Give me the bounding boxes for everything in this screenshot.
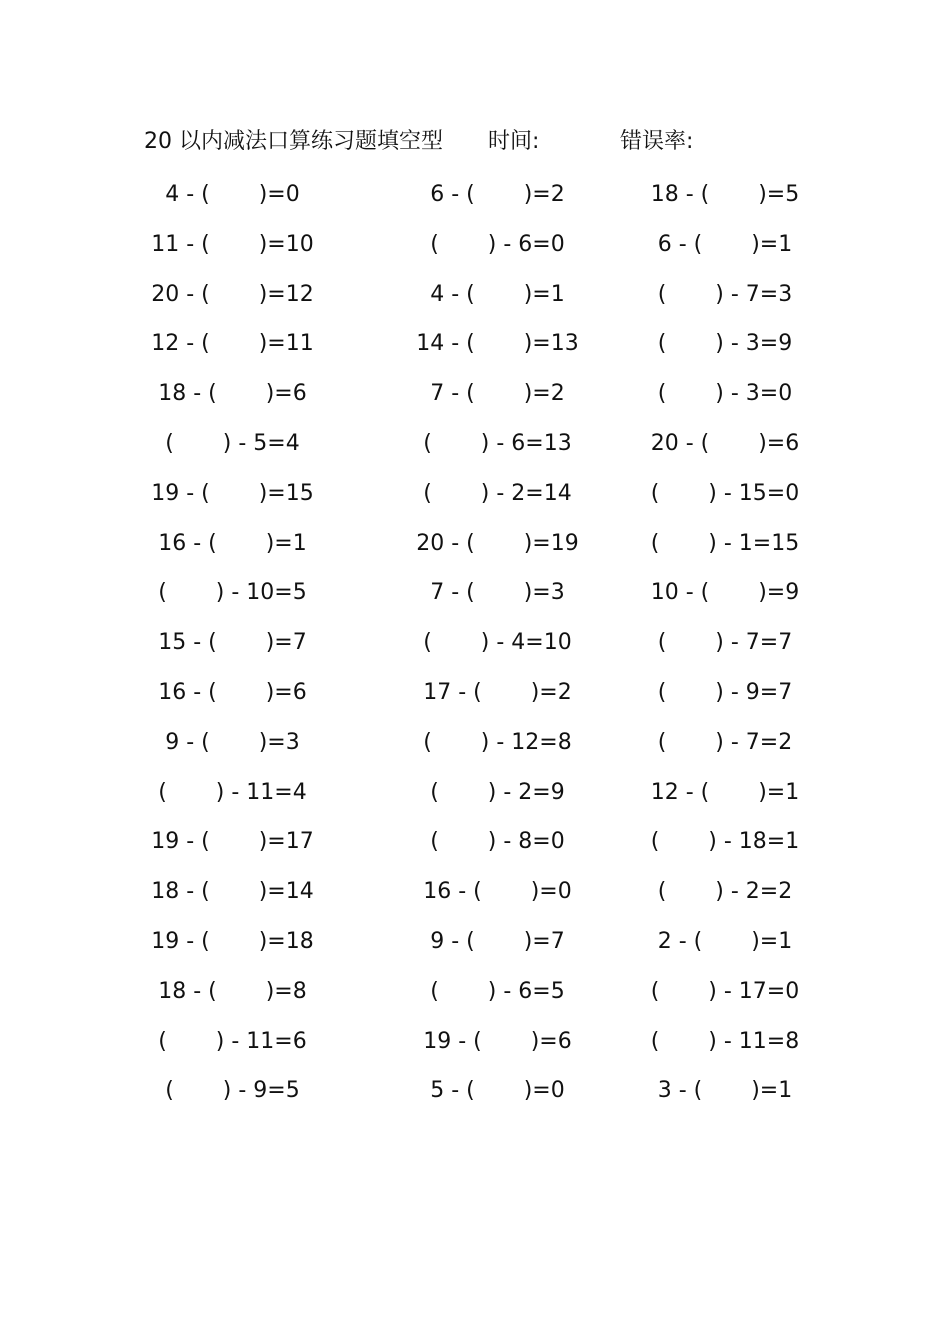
problem-cell: 12 - ( )=1 (650, 779, 800, 805)
problem-cell: ( ) - 11=4 (158, 779, 307, 805)
problem-cell: ( ) - 4=10 (423, 630, 572, 656)
problem-cell: ( ) - 7=7 (657, 630, 793, 656)
problem-cell: ( ) - 5=4 (165, 430, 300, 456)
problem-cell: ( ) - 7=3 (657, 281, 793, 307)
problem-cell: 12 - ( )=11 (151, 331, 314, 357)
problem-cell: 6 - ( )=2 (430, 182, 565, 207)
problem-cell: ( ) - 3=9 (657, 331, 793, 357)
problem-cell: 18 - ( )=6 (158, 381, 307, 407)
problem-cell: 15 - ( )=7 (158, 630, 307, 656)
problem-cell: ( ) - 17=0 (650, 978, 800, 1004)
problem-cell: 19 - ( )=18 (151, 928, 314, 954)
problem-cell: 18 - ( )=8 (158, 978, 307, 1004)
problem-cell: 9 - ( )=7 (430, 928, 565, 954)
problem-cell: ( ) - 6=0 (430, 231, 565, 257)
problem-cell: 19 - ( )=17 (151, 829, 314, 855)
problem-cell: ( ) - 15=0 (650, 480, 800, 506)
problem-cell: ( ) - 1=15 (650, 530, 800, 556)
problem-cell: ( ) - 9=7 (657, 679, 793, 705)
problem-cell: 7 - ( )=3 (430, 580, 565, 606)
problem-cell: 5 - ( )=0 (430, 1078, 565, 1104)
worksheet-header (144, 124, 824, 160)
error-rate-label: 错误率: (620, 129, 694, 154)
worksheet-title: 20 以内减法口算练习题填空型 (144, 129, 443, 154)
problem-cell: ( ) - 18=1 (650, 829, 800, 855)
problem-cell: ( ) - 2=14 (423, 480, 572, 506)
problem-cell: 6 - ( )=1 (657, 231, 793, 257)
problem-cell: ( ) - 2=9 (430, 779, 565, 805)
problem-cell: 10 - ( )=9 (650, 580, 800, 606)
problem-cell: ( ) - 3=0 (657, 381, 793, 407)
problem-cell: 20 - ( )=19 (416, 530, 579, 556)
problem-cell: ( ) - 11=8 (650, 1028, 800, 1054)
problem-cell: 19 - ( )=15 (151, 480, 314, 506)
problem-cell: 17 - ( )=2 (423, 679, 572, 705)
problem-cell: ( ) - 8=0 (430, 829, 565, 855)
problem-cell: ( ) - 9=5 (165, 1078, 300, 1104)
problem-cell: 16 - ( )=6 (158, 679, 307, 705)
problem-grid (140, 170, 820, 1116)
problem-cell: 14 - ( )=13 (416, 331, 579, 357)
problem-cell: 7 - ( )=2 (430, 381, 565, 407)
problem-cell: ( ) - 12=8 (423, 729, 572, 755)
problem-cell: ( ) - 11=6 (158, 1028, 307, 1054)
problem-cell: 4 - ( )=0 (165, 182, 300, 207)
problem-cell: ( ) - 10=5 (158, 580, 307, 606)
problem-cell: 9 - ( )=3 (165, 729, 300, 755)
problem-cell: 11 - ( )=10 (151, 231, 314, 257)
problem-cell: 19 - ( )=6 (423, 1028, 572, 1054)
problem-cell: 20 - ( )=12 (151, 281, 314, 307)
problem-cell: 4 - ( )=1 (430, 281, 565, 307)
problem-cell: 16 - ( )=0 (423, 879, 572, 905)
problem-cell: 18 - ( )=14 (151, 879, 314, 905)
problem-cell: 2 - ( )=1 (657, 928, 793, 954)
problem-cell: 18 - ( )=5 (650, 182, 800, 207)
problem-cell: ( ) - 2=2 (657, 879, 793, 905)
time-label: 时间: (488, 129, 540, 154)
problem-cell: 3 - ( )=1 (657, 1078, 793, 1104)
problem-cell: ( ) - 6=5 (430, 978, 565, 1004)
problem-cell: 16 - ( )=1 (158, 530, 307, 556)
problem-cell: ( ) - 6=13 (423, 430, 572, 456)
problem-cell: 20 - ( )=6 (650, 430, 800, 456)
problem-cell: ( ) - 7=2 (657, 729, 793, 755)
